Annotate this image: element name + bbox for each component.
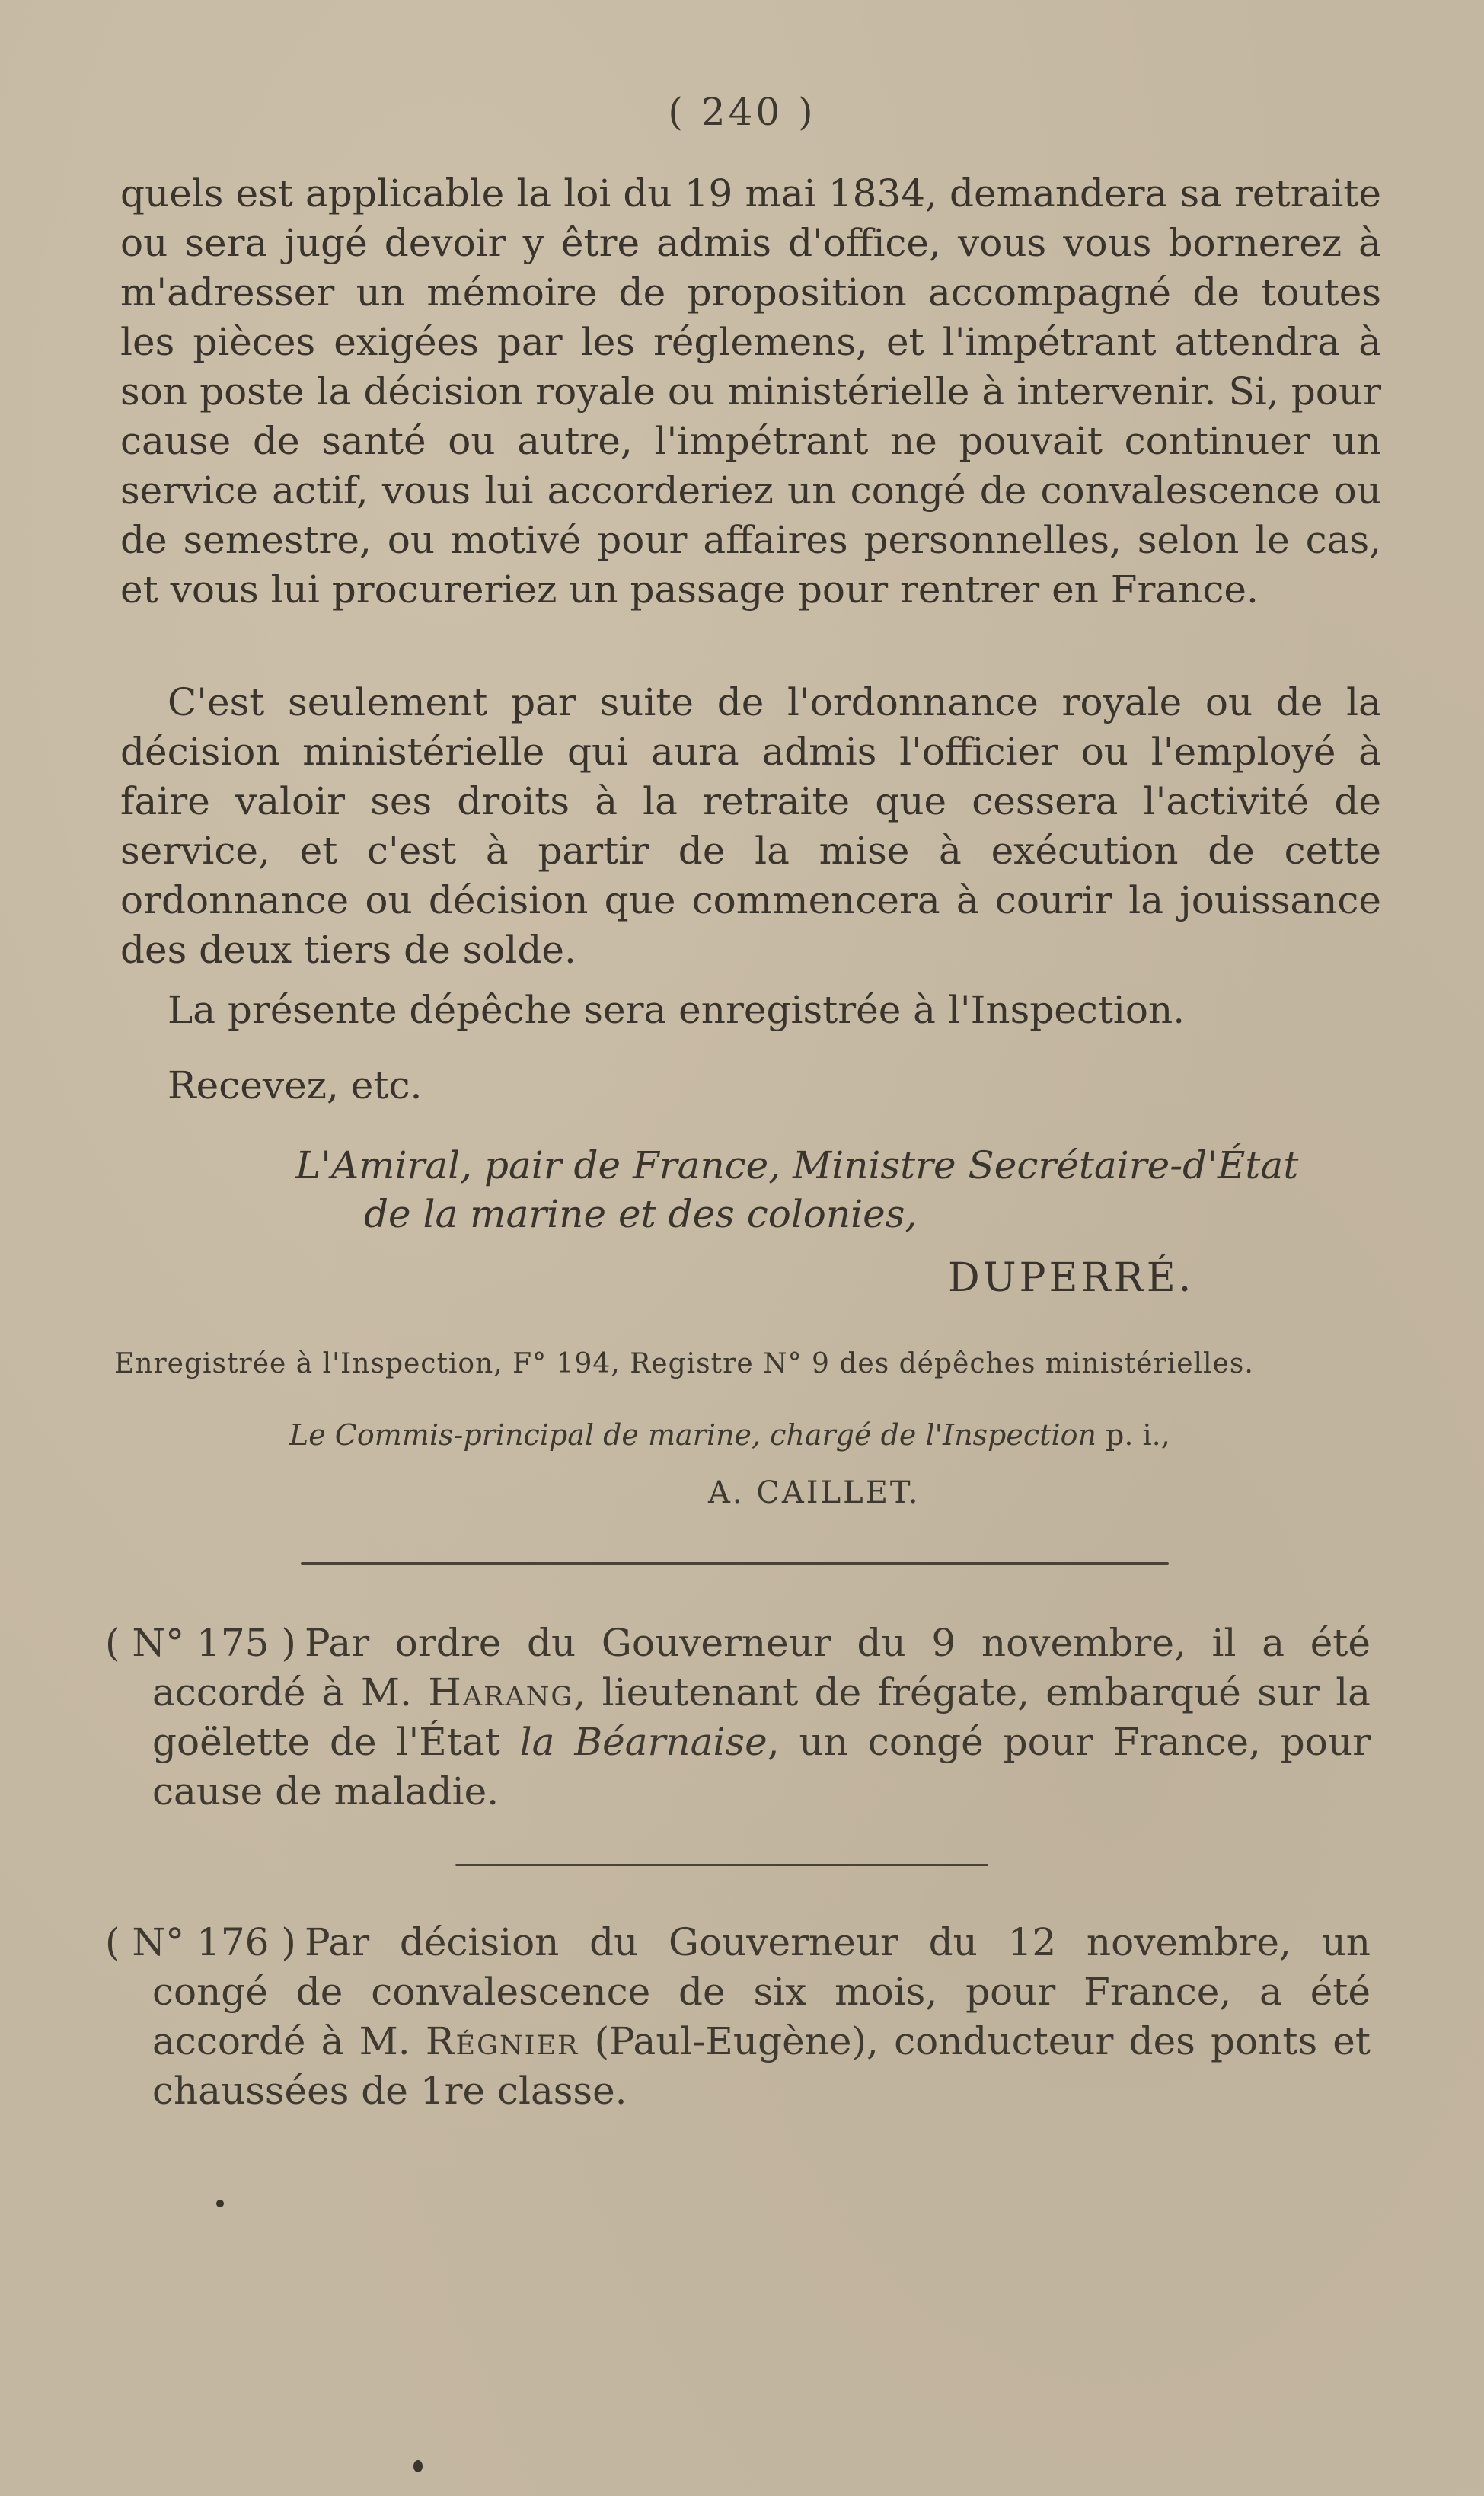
ink-speck	[216, 2200, 224, 2207]
commis-name: A. CAILLET.	[708, 1475, 921, 1510]
paragraph-text: C'est seulement par suite de l'ordonnance royale ou de la décision ministérielle qui aura admis l'officier ou l'employé à faire valoir ses droits à la retraite que cessera l'activité de service, et c'est à partir de la mise à exécution de cette ordonnance ou décision que commencera à courir la jouissance des deux tiers de solde.	[120, 680, 1381, 972]
section-divider	[455, 1864, 988, 1866]
paragraph-activity-cessation	[120, 678, 1381, 975]
entry-176	[105, 1918, 1371, 2116]
entry-175	[105, 1619, 1371, 1817]
entry-text-after: (Paul-Eugène), conducteur des ponts et chaussées de 1re classe.	[152, 2019, 1371, 2113]
entry-text-before: Par ordre du Gouverneur du 9 novembre, il a été accordé à M.	[152, 1621, 1371, 1715]
entry-text-before: Par décision du Gouverneur du 12 novembre, un congé de convalescence de six mois, pour France, a été accordé à M.	[152, 1920, 1371, 2063]
entry-ship-name: la Béarnaise	[519, 1720, 768, 1764]
signature-title-line1: L'Amiral, pair de France, Ministre Secrétaire-d'État	[295, 1143, 1299, 1187]
commis-title: Le Commis-principal de marine, chargé de l'Inspection	[289, 1418, 1096, 1452]
entry-text-middle: , lieutenant de frégate, embarqué sur la goëlette de l'État	[152, 1670, 1371, 1764]
commis-suffix: p. i.,	[1106, 1418, 1170, 1452]
entry-text	[152, 1918, 1371, 2116]
paragraph-text: La présente dépêche sera enregistrée à l'Inspection.	[168, 988, 1186, 1032]
entry-text	[152, 1619, 1371, 1817]
entry-person-name: Harang	[428, 1670, 574, 1715]
signature-title	[295, 1141, 1369, 1238]
signature-name: DUPERRÉ.	[948, 1255, 1195, 1301]
entry-number: ( N° 175 )	[105, 1621, 296, 1665]
paragraph-closing	[168, 1061, 1428, 1111]
paragraph-text: quels est applicable la loi du 19 mai 1834, demandera sa retraite ou sera jugé devoir y être admis d'office, vous vous bornerez à m'adresser un mémoire de proposition accompagné de toutes les pièces exigées par les réglemens, et l'impétrant attendra à son poste la décision royale ou ministérielle à intervenir. Si, pour cause de santé ou autre, l'impétrant ne pouvait continuer un service actif, vous lui accorderiez un congé de convalescence ou de semestre, ou motivé pour affaires personnelles, selon le cas, et vous lui procureriez un passage pour rentrer en France.	[120, 171, 1381, 612]
paragraph-text: Recevez, etc.	[168, 1063, 423, 1107]
entry-text-after: , un congé pour France, pour cause de maladie.	[152, 1720, 1371, 1814]
commis-line	[289, 1418, 1170, 1452]
paragraph-registration-note	[168, 986, 1428, 1035]
section-divider	[301, 1562, 1169, 1565]
entry-person-name: Régnier	[425, 2019, 579, 2063]
signature-title-line2: de la marine et des colonies,	[364, 1192, 918, 1236]
ink-speck	[413, 2460, 423, 2472]
registration-line: Enregistrée à l'Inspection, F° 194, Registre N° 9 des dépêches ministérielles.	[114, 1348, 1254, 1379]
paragraph-retirement-procedure	[120, 169, 1381, 615]
entry-number: ( N° 176 )	[105, 1920, 296, 1964]
page-number: ( 240 )	[668, 90, 816, 134]
